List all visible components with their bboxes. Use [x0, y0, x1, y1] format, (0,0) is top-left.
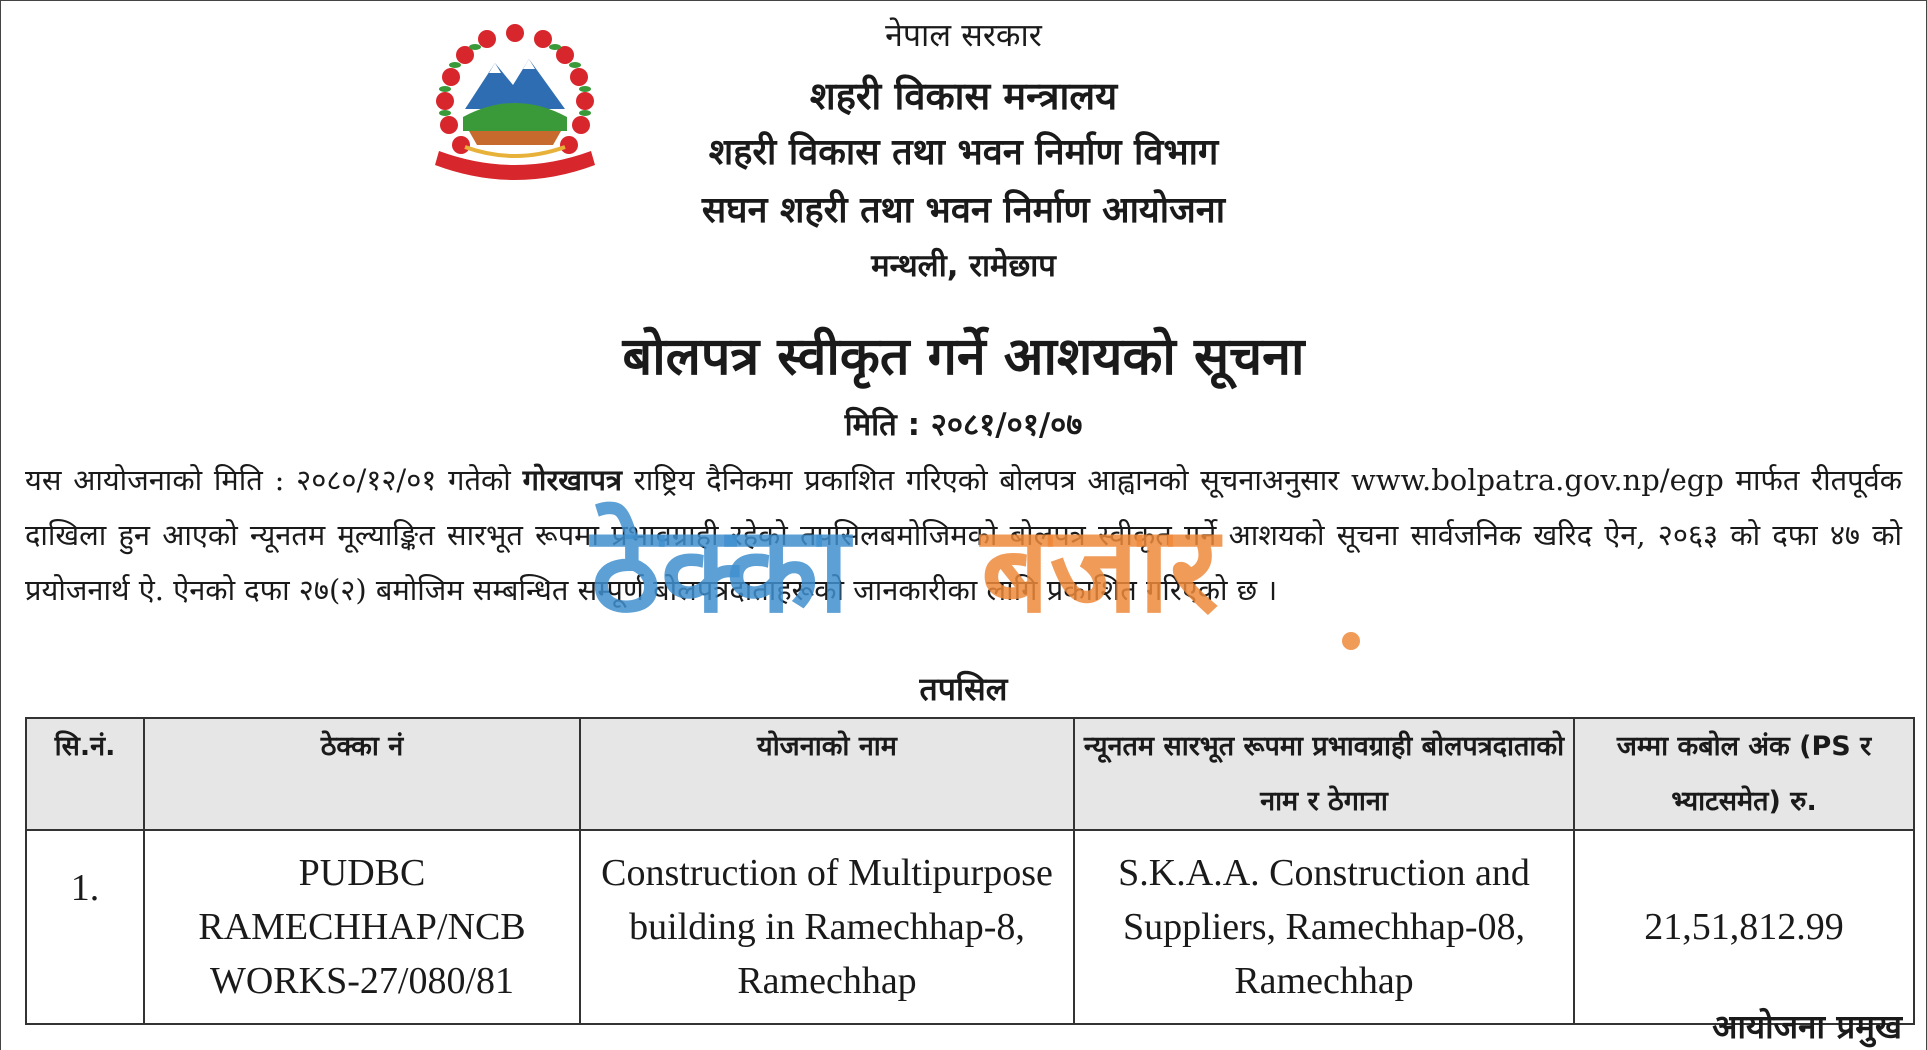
column-header-project-name: योजनाको नाम — [580, 718, 1074, 830]
watermark-part2: बजार — [981, 501, 1219, 640]
cell-project-name: Construction of Multipurpose building in Ramechhap-8, Ramechhap — [580, 830, 1074, 1024]
notice-title: बोलपत्र स्वीकृत गर्ने आशयको सूचना — [622, 327, 1305, 387]
newspaper-name: गोरखापत्र — [522, 463, 623, 497]
cell-amount: 21,51,812.99 — [1574, 830, 1914, 1024]
schedule-caption: तपसिल — [919, 670, 1008, 708]
watermark-part1: ठेक्का — [591, 501, 850, 640]
column-header-sn: सि.नं. — [26, 718, 144, 830]
office-location: मन्थली, रामेछाप — [871, 248, 1056, 284]
body-text-part2: राष्ट्रिय दैनिकमा प्रकाशित गरिएको बोलपत्र आह्वानको सूचनाअनुसार www.bolpatra.gov.np/egp मार्फत रीतपूर्वक दाखिला हुन आएको न्यूनतम मूल्याङ्कित सारभूत रूपमा प्रभावग्राही रहेको तपसिलबमोजिमको बोलपत्र स्वीकृत गर्ने आशयको सूचना सार्वजनिक खरिद ऐन, २०६३ को दफा ४७ को प्रयोजनार्थ ऐ. ऐनको दफा २७(२) बमोजिम सम्बन्धित सम्पूर्ण बोलपत्रदाताहरूको जानकारीका लागि प्रकाशित गरिएको छ । — [25, 463, 1902, 607]
body-text-part1: यस आयोजनाको मिति : २०८०/१२/०१ गतेको — [25, 463, 523, 497]
project-name: सघन शहरी तथा भवन निर्माण आयोजना — [701, 190, 1226, 231]
table-row — [26, 830, 1914, 1024]
cell-contract-no: PUDBC RAMECHHAP/NCB WORKS-27/080/81 — [144, 830, 580, 1024]
column-header-bidder: न्यूनतम सारभूत रूपमा प्रभावग्राही बोलपत्रदाताको नाम र ठेगाना — [1074, 718, 1574, 830]
cell-sn: 1. — [26, 830, 144, 1024]
signatory-title: आयोजना प्रमुख — [1712, 1007, 1902, 1046]
notice-body — [25, 453, 1902, 618]
schedule-table — [25, 717, 1915, 1025]
government-name: नेपाल सरकार — [885, 16, 1042, 54]
column-header-contract-no: ठेक्का नं — [144, 718, 580, 830]
cell-bidder: S.K.A.A. Construction and Suppliers, Ramechhap-08, Ramechhap — [1074, 830, 1574, 1024]
department-name: शहरी विकास तथा भवन निर्माण विभाग — [708, 132, 1219, 173]
ministry-name: शहरी विकास मन्त्रालय — [809, 74, 1118, 118]
letterhead — [1, 16, 1926, 309]
table-header-row — [26, 718, 1914, 830]
column-header-amount: जम्मा कबोल अंक (PS र भ्याटसमेत) रु. — [1574, 718, 1914, 830]
notice-date: मिति : २०८१/०१/०७ — [844, 407, 1083, 443]
watermark-dot-icon — [1342, 632, 1360, 650]
